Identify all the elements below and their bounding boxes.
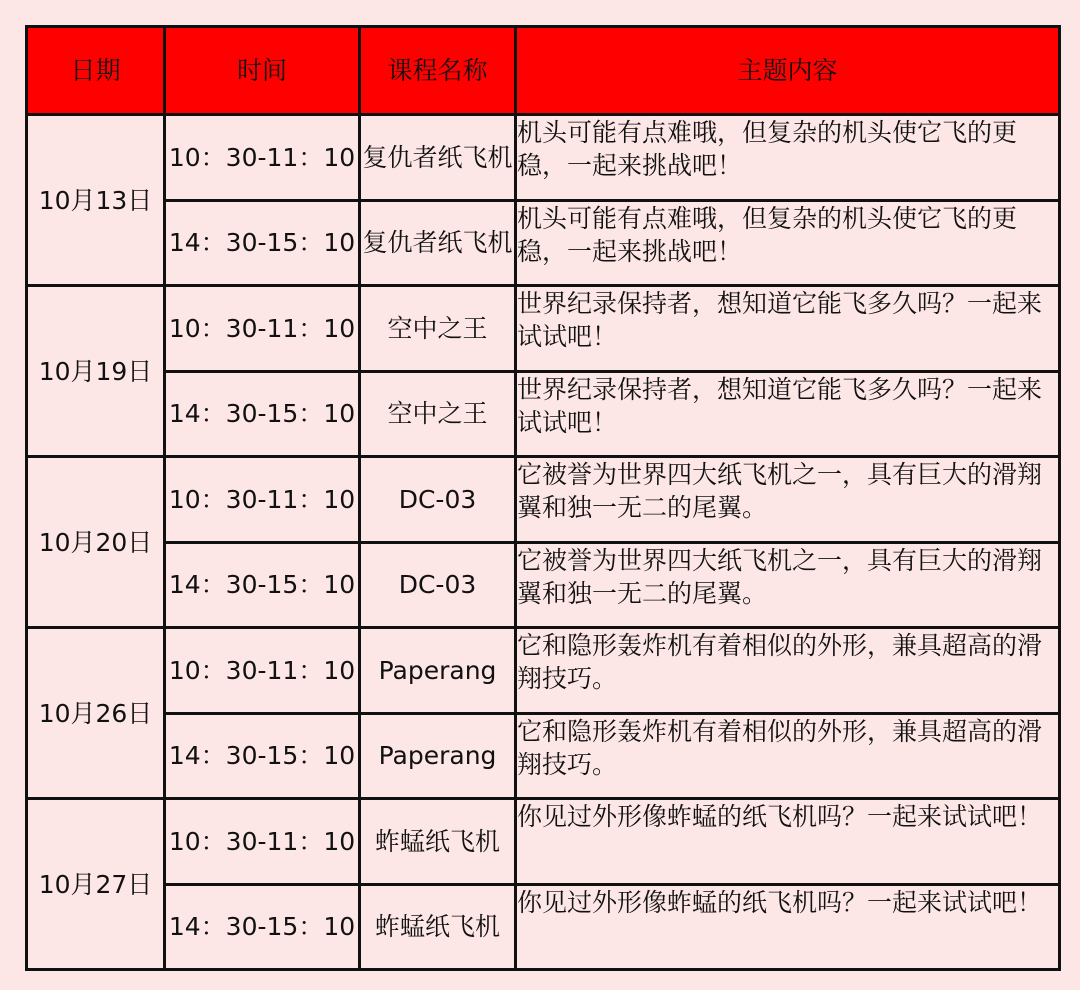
date-cell: 10月20日 [27,457,165,628]
header-date: 日期 [27,27,165,115]
header-time: 时间 [165,27,360,115]
table-row [27,457,1060,543]
topic-cell: 它和隐形轰炸机有着相似的外形，兼具超高的滑翔技巧。 [516,628,1060,714]
time-cell: 10：30-11：10 [165,457,360,543]
table-row [27,628,1060,714]
time-cell: 10：30-11：10 [165,628,360,714]
table-row [27,371,1060,457]
topic-cell: 你见过外形像蚱蜢的纸飞机吗？一起来试试吧！ [516,799,1060,885]
table-row [27,200,1060,286]
table-row [27,799,1060,885]
topic-cell: 机头可能有点难哦，但复杂的机头使它飞的更稳，一起来挑战吧！ [516,115,1060,201]
table-row [27,884,1060,970]
topic-cell: 你见过外形像蚱蜢的纸飞机吗？一起来试试吧！ [516,884,1060,970]
table-row [27,713,1060,799]
time-cell: 14：30-15：10 [165,884,360,970]
table-row [27,542,1060,628]
topic-cell: 机头可能有点难哦，但复杂的机头使它飞的更稳，一起来挑战吧！ [516,200,1060,286]
time-cell: 10：30-11：10 [165,286,360,372]
course-cell: Paperang [360,713,516,799]
header-row [27,27,1060,115]
header-course: 课程名称 [360,27,516,115]
topic-cell: 世界纪录保持者，想知道它能飞多久吗？一起来试试吧！ [516,371,1060,457]
time-cell: 14：30-15：10 [165,713,360,799]
date-cell: 10月13日 [27,115,165,286]
course-cell: 复仇者纸飞机 [360,200,516,286]
time-cell: 10：30-11：10 [165,799,360,885]
time-cell: 10：30-11：10 [165,115,360,201]
course-cell: DC-03 [360,457,516,543]
table-row [27,115,1060,201]
course-cell: 蚱蜢纸飞机 [360,884,516,970]
topic-cell: 它被誉为世界四大纸飞机之一，具有巨大的滑翔翼和独一无二的尾翼。 [516,457,1060,543]
table-row [27,286,1060,372]
course-cell: 复仇者纸飞机 [360,115,516,201]
topic-cell: 它被誉为世界四大纸飞机之一，具有巨大的滑翔翼和独一无二的尾翼。 [516,542,1060,628]
course-cell: 空中之王 [360,286,516,372]
date-cell: 10月19日 [27,286,165,457]
time-cell: 14：30-15：10 [165,200,360,286]
time-cell: 14：30-15：10 [165,371,360,457]
course-cell: 蚱蜢纸飞机 [360,799,516,885]
date-cell: 10月26日 [27,628,165,799]
topic-cell: 它和隐形轰炸机有着相似的外形，兼具超高的滑翔技巧。 [516,713,1060,799]
topic-cell: 世界纪录保持者，想知道它能飞多久吗？一起来试试吧！ [516,286,1060,372]
time-cell: 14：30-15：10 [165,542,360,628]
course-cell: 空中之王 [360,371,516,457]
header-topic: 主题内容 [516,27,1060,115]
schedule-table [25,25,1061,971]
date-cell: 10月27日 [27,799,165,970]
course-cell: DC-03 [360,542,516,628]
course-cell: Paperang [360,628,516,714]
